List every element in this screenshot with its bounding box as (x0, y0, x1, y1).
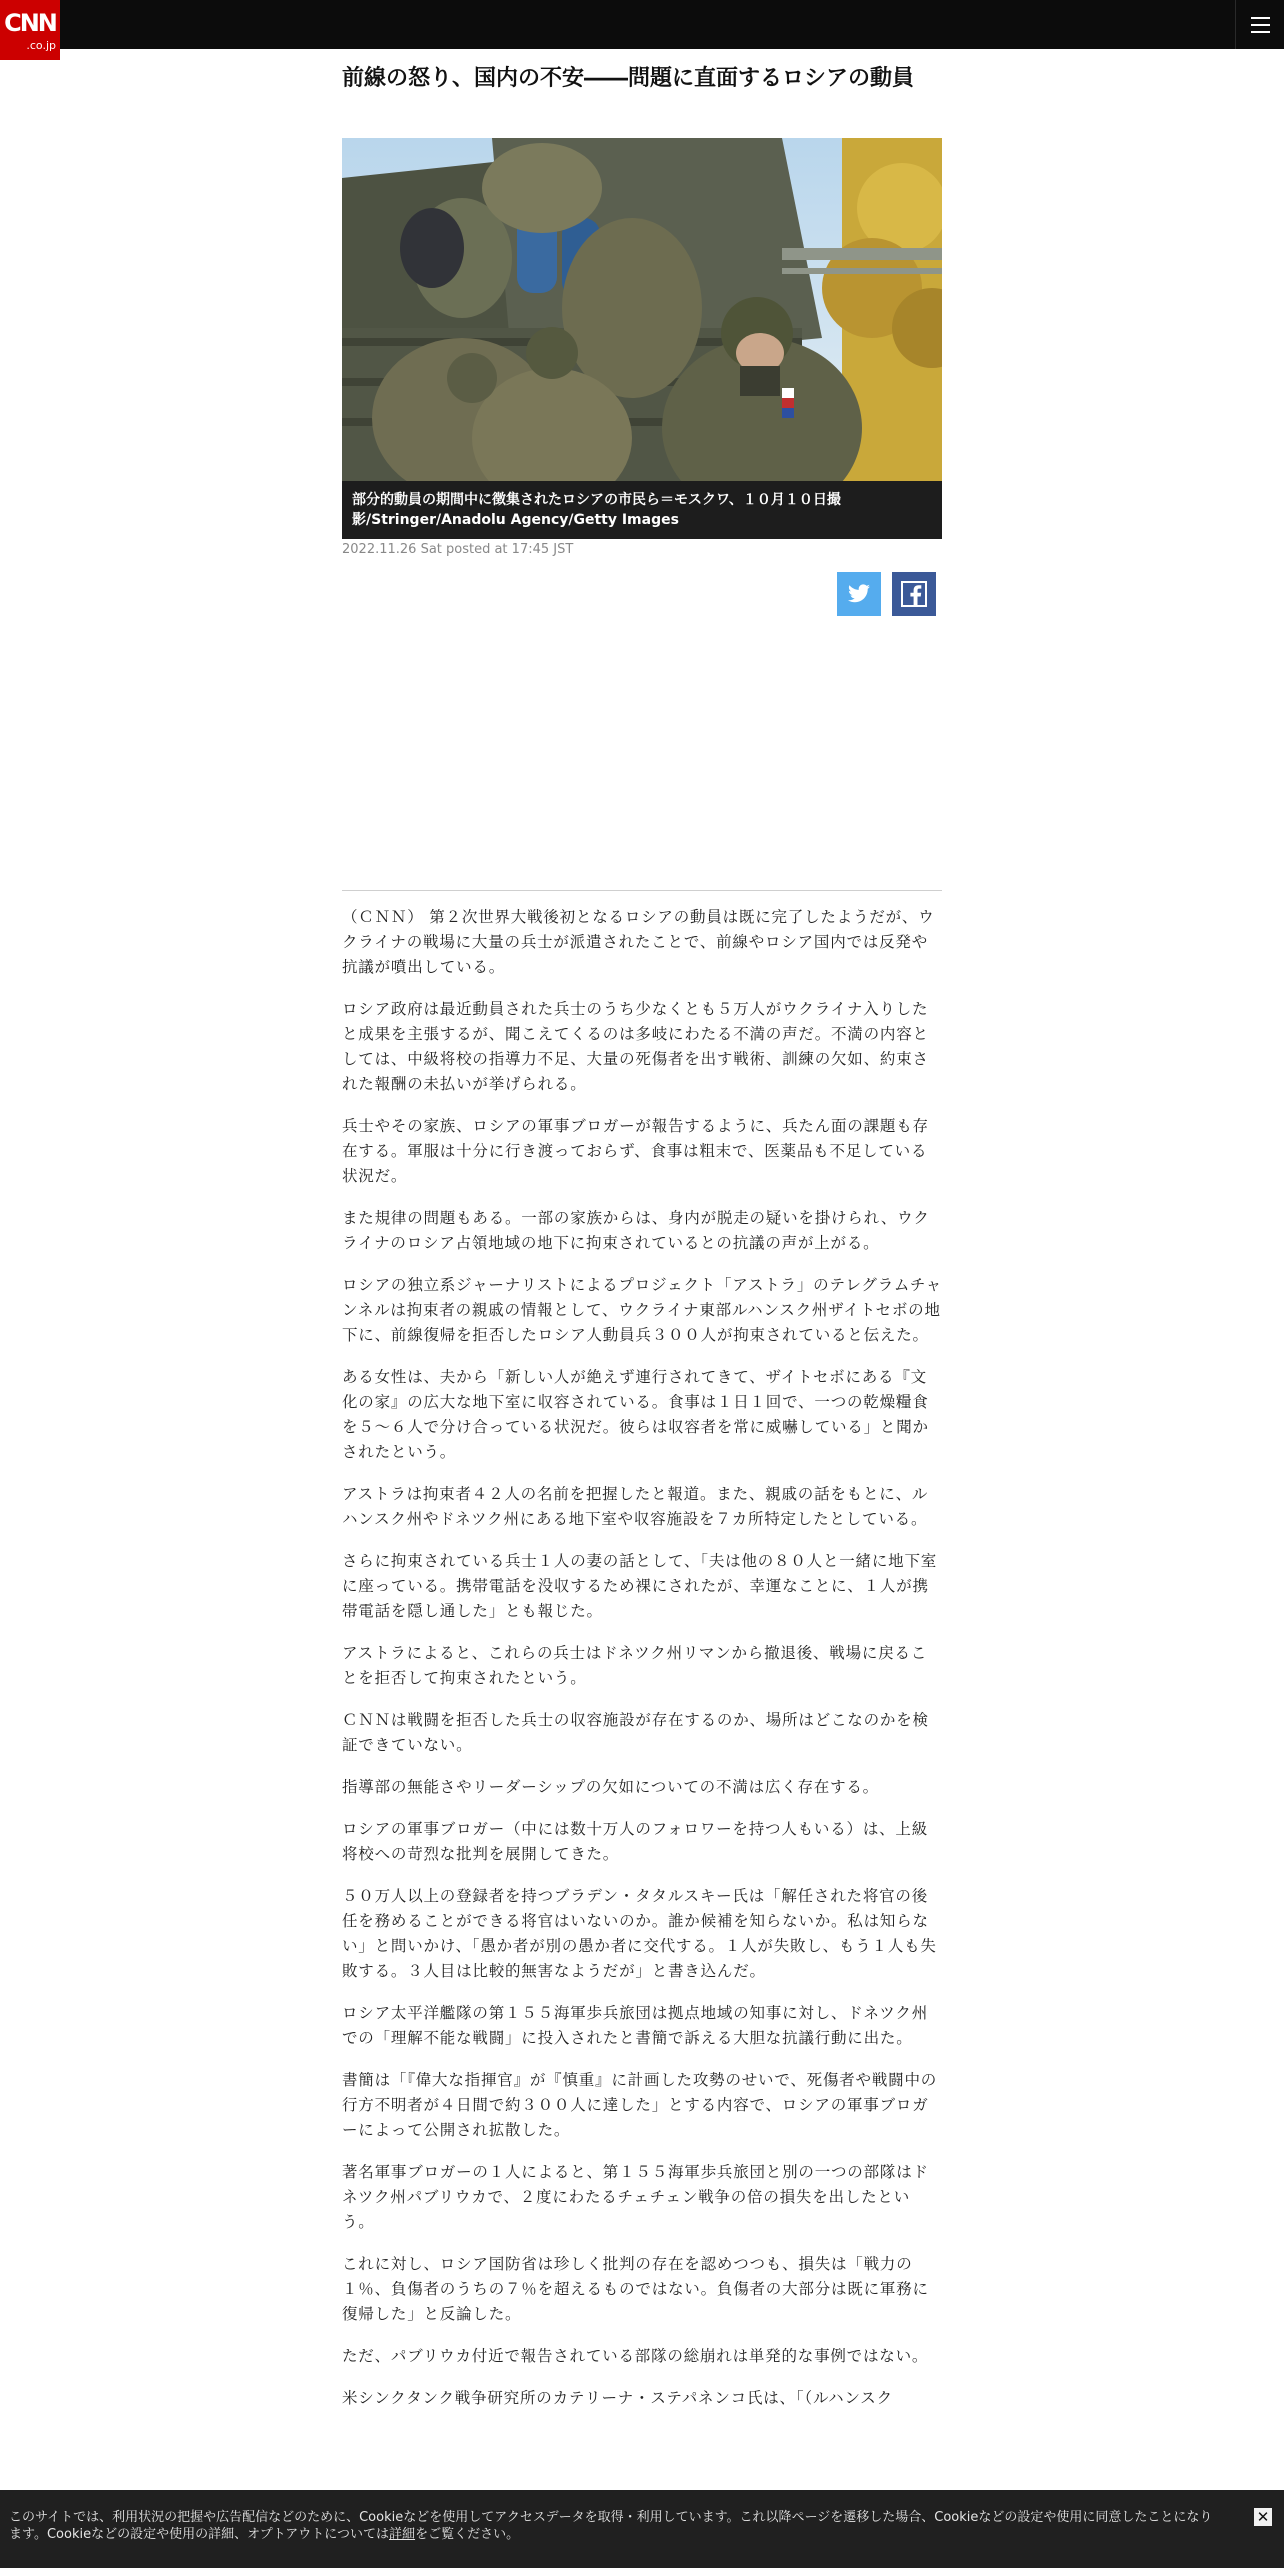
hamburger-menu-icon[interactable] (1235, 0, 1284, 49)
article-paragraph: ＣＮＮは戦闘を拒否した兵士の収容施設が存在するのか、場所はどこなのかを検証できていない。 (342, 1711, 929, 1754)
article-paragraph: ロシア政府は最近動員された兵士のうち少なくとも５万人がウクライナ入りしたと成果を主張するが、聞こえてくるのは多岐にわたる不満の声だ。不満の内容としては、中級将校の指導力不足、大量の死傷者を出す戦術、訓練の欠如、約束された報酬の未払いが挙げられる。 (342, 1000, 929, 1093)
article-paragraph: ロシアの軍事ブロガー（中には数十万人のフォロワーを持つ人もいる）は、上級将校への苛烈な批判を展開してきた。 (342, 1820, 929, 1863)
top-navigation-bar (0, 0, 1284, 52)
article-headline: 前線の怒り、国内の不安――問題に直面するロシアの動員 (342, 66, 915, 91)
article-paragraph: ロシア太平洋艦隊の第１５５海軍歩兵旅団は拠点地域の知事に対し、ドネツク州での「理解不能な戦闘」に投入されたと書簡で訴える大胆な抗議行動に出た。 (342, 2004, 929, 2047)
article-paragraph: 米シンクタンク戦争研究所のカテリーナ・ステパネンコ氏は、「（ルハンスク (342, 2389, 893, 2407)
article-body (342, 905, 942, 2428)
cookie-text-end: をご覧ください。 (415, 2527, 520, 2542)
article-paragraph: 指導部の無能さやリーダーシップの欠如についての不満は広く存在する。 (342, 1778, 879, 1796)
article-paragraph: 著名軍事ブロガーの１人によると、第１５５海軍歩兵旅団と別の一つの部隊はドネツク州パブリウカで、２度にわたるチェチェン戦争の倍の損失を出したという。 (342, 2163, 929, 2231)
article-paragraph: ある女性は、夫から「新しい人が絶えず連行されてきて、ザイトセボにある『文化の家』の広大な地下室に収容されている。食事は１日１回で、一つの乾燥糧食を５～６人で分け合っている状況だ。彼らは収容者を常に威嚇している」と聞かされたという。 (342, 1368, 929, 1461)
cookie-details-link[interactable]: 詳細 (389, 2527, 416, 2542)
article-paragraph: ただ、パブリウカ付近で報告されている部隊の総崩れは単発的な事例ではない。 (342, 2347, 929, 2365)
logo-text: CNN (4, 9, 56, 37)
article-photo (342, 138, 942, 481)
article-paragraph: また規律の問題もある。一部の家族からは、身内が脱走の疑いを掛けられ、ウクライナのロシア占領地域の地下に拘束されているとの抗議の声が上がる。 (342, 1209, 930, 1252)
twitter-share-button[interactable] (837, 572, 881, 616)
article-paragraph: （ＣＮＮ） 第２次世界大戦後初となるロシアの動員は既に完了したようだが、ウクライナの戦場に大量の兵士が派遣されたことで、前線やロシア国内では反発や抗議が噴出している。 (342, 908, 935, 976)
facebook-share-button[interactable] (892, 572, 936, 616)
article-paragraph: 兵士やその家族、ロシアの軍事ブロガーが報告するように、兵たん面の課題も存在する。軍服は十分に行き渡っておらず、食事は粗末で、医薬品も不足している状況だ。 (342, 1117, 929, 1185)
soldiers-photo-illustration (342, 138, 942, 481)
cookie-consent-banner (0, 2490, 1284, 2568)
cnn-logo[interactable] (0, 0, 60, 60)
article-paragraph: アストラは拘束者４２人の名前を把握したと報道。また、親戚の話をもとに、ルハンスク州やドネツク州にある地下室や収容施設を７カ所特定したとしている。 (342, 1485, 929, 1528)
logo-domain: .co.jp (26, 39, 56, 52)
article-paragraph: 書簡は「『偉大な指揮官』が『慎重』に計画した攻勢のせいで、死傷者や戦闘中の行方不明者が４日間で約３００人に達した」とする内容で、ロシアの軍事ブロガーによって公開され拡散した。 (342, 2071, 938, 2139)
twitter-icon (837, 572, 881, 616)
article-paragraph: ロシアの独立系ジャーナリストによるプロジェクト「アストラ」のテレグラムチャンネルは拘束者の親戚の情報として、ウクライナ東部ルハンスク州ザイトセボの地下に、前線復帰を拒否したロシア人動員兵３００人が拘束されていると伝えた。 (342, 1276, 943, 1344)
facebook-icon (892, 572, 936, 616)
content-divider (342, 890, 942, 891)
publish-date: 2022.11.26 Sat posted at 17:45 JST (342, 542, 574, 557)
article-paragraph: これに対し、ロシア国防省は珍しく批判の存在を認めつつも、損失は「戦力の１％、負傷者のうちの７％を超えるものではない。負傷者の大部分は既に軍務に復帰した」と反論した。 (342, 2255, 929, 2323)
article-paragraph: さらに拘束されている兵士１人の妻の話として、「夫は他の８０人と一緒に地下室に座っている。携帯電話を没収するため裸にされたが、幸運なことに、１人が携帯電話を隠し通した」とも報じた。 (342, 1552, 938, 1620)
image-caption: 部分的動員の期間中に徴集されたロシアの市民ら＝モスクワ、１０月１０日撮影/Stringer/Anadolu Agency/Getty Images (342, 481, 942, 539)
article-paragraph: アストラによると、これらの兵士はドネツク州リマンから撤退後、戦場に戻ることを拒否して拘束されたという。 (342, 1644, 928, 1687)
article-paragraph: ５０万人以上の登録者を持つブラデン・タタルスキー氏は「解任された将官の後任を務めることができる将官はいないのか。誰か候補を知らないか。私は知らない」と問いかけ、「愚か者が別の愚か者に交代する。１人が失敗し、もう１人も失敗する。３人目は比較的無害なようだが」と書き込んだ。 (342, 1887, 937, 1980)
close-icon[interactable]: ✕ (1254, 2508, 1272, 2526)
cookie-text: このサイトでは、利用状況の把握や広告配信などのために、Cookieなどを使用してアクセスデータを取得・利用しています。これ以降ページを遷移した場合、Cookieなどの設定や使用に同意したことになります。Cookieなどの設定や使用の詳細、オプトアウトについては (9, 2510, 1213, 2542)
